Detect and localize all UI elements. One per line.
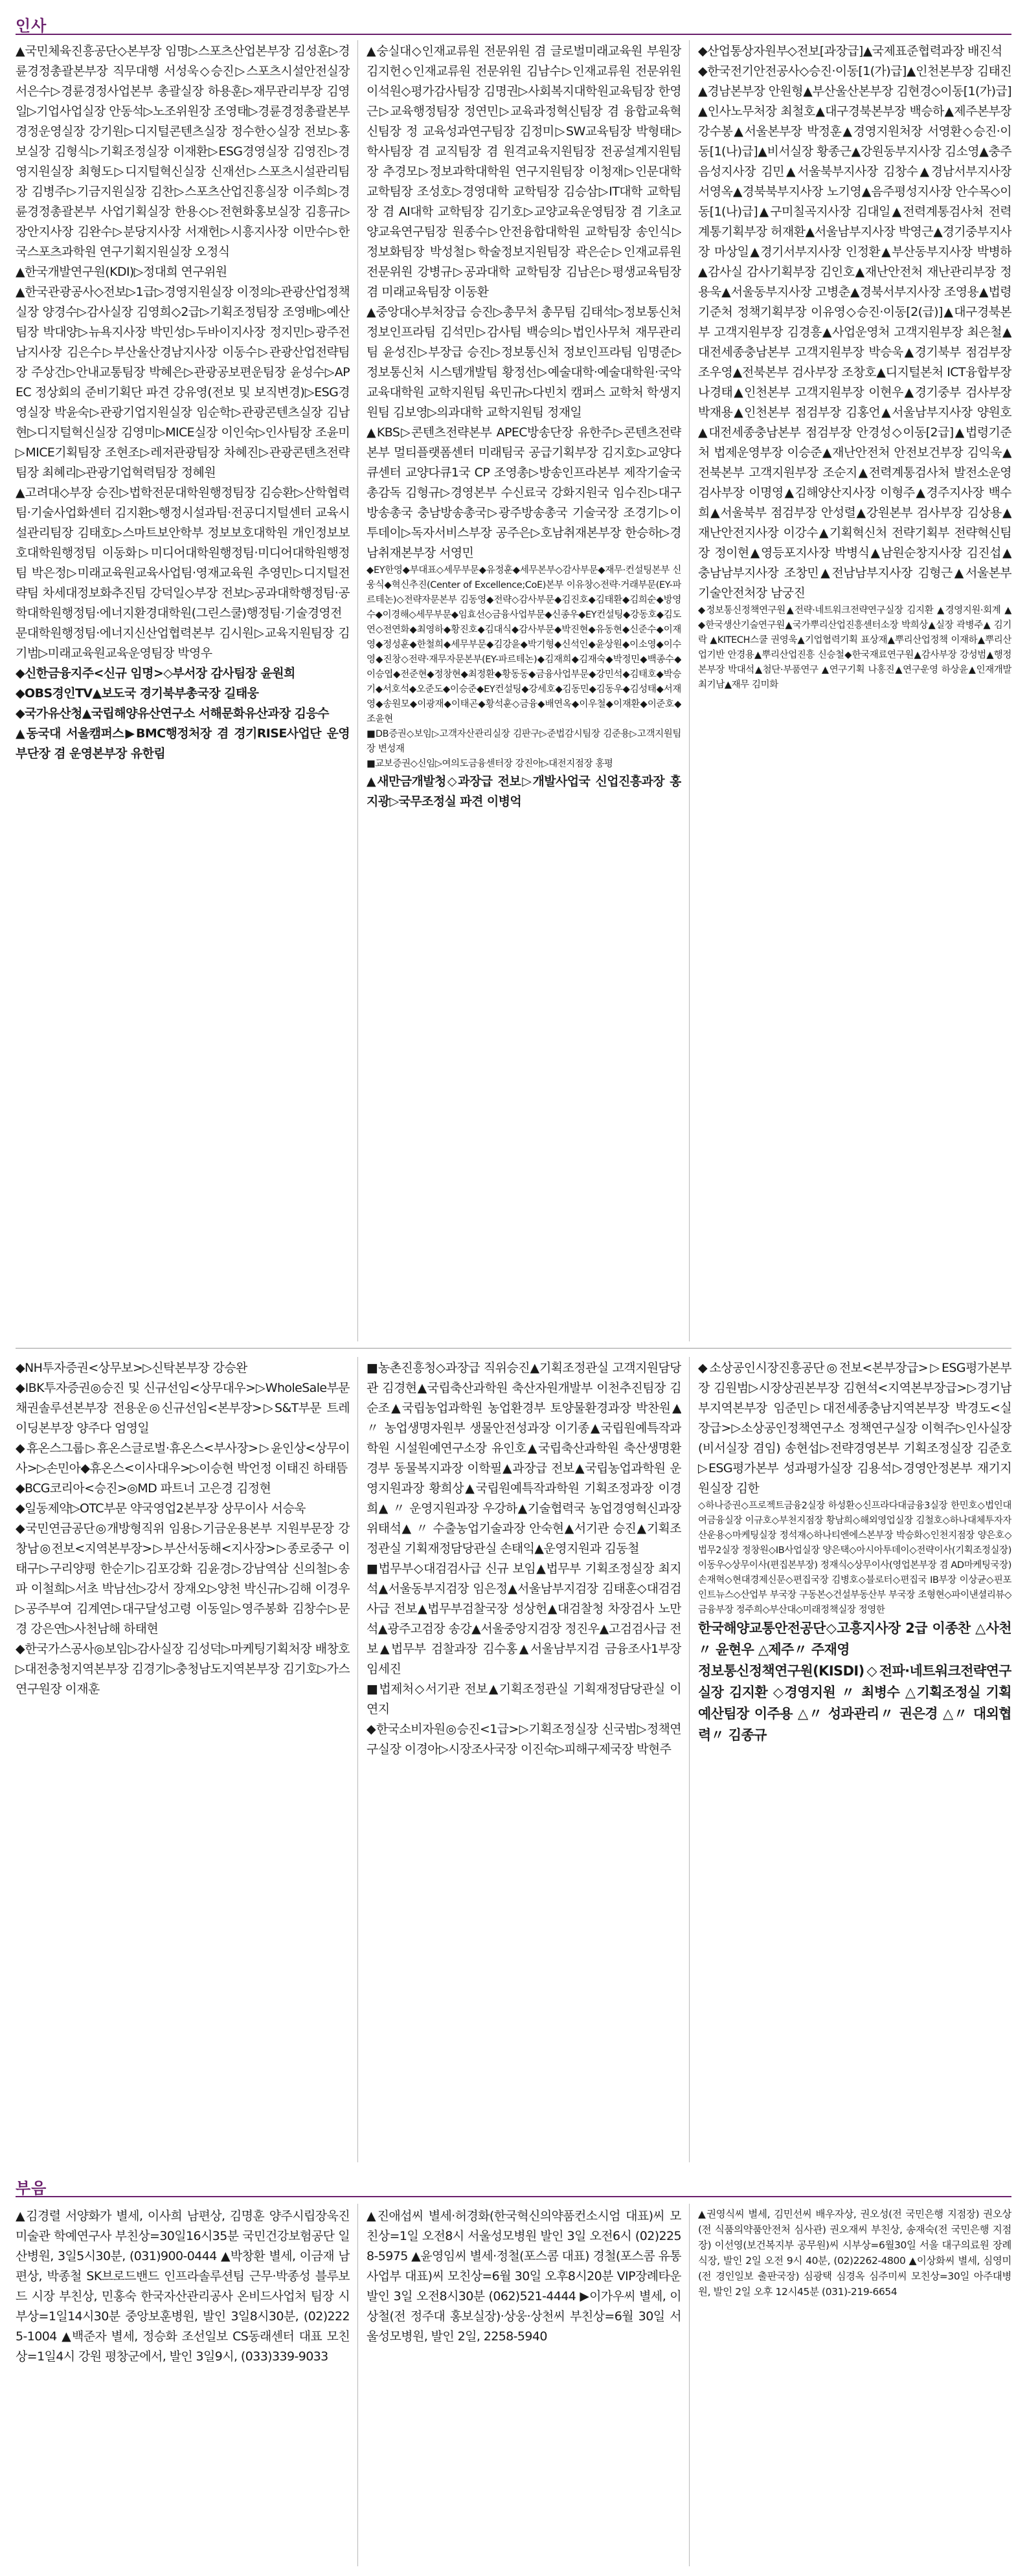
column-divider	[689, 40, 690, 1341]
announcement: ■교보증권◇신임▷여의도금융센터장 강진아▷대전지점장 홍평	[367, 759, 613, 769]
obituary-column-1	[16, 2206, 350, 2566]
obituary-section-header	[16, 2175, 1011, 2197]
announcement: ▲새만금개발청◇과장급 전보▷개발사업국 신업진흥과장 홍지광▷국무조정실 파견 이병억	[367, 774, 681, 809]
column-divider	[357, 2204, 358, 2566]
announcement: ◆OBS경인TV▲보도국 경기북부총국장 길태웅	[16, 686, 259, 700]
obituary-column-2	[367, 2206, 681, 2566]
announcement: ◆한국전기안전공사◇승진·이동[1(가)급]▲인천본부장 김태진▲경남본부장 안원형▲부산울산본부장 김현경◇이동[1(가)급]▲인사노무처장 최철호▲대구경북본부장 백승하▲제주본부장 강수봉▲서울본부장 박정훈▲경영지원처장 서영환◇승진·이동[1(나)급]▲비서실장 황종근▲강원동부지사장 김소영▲충주음성지사장 김민▲서울북부지사장 김창수▲경남서부지사장 서영옥▲경북북부지사장 노기영▲음주평성지사장 안수목◇이동[1(나)급]▲구미칠곡지사장 김대일▲전력계통검사처 전력계통기획부장 허재환▲서울남부지사장 박영근▲경기중부지사장 마상일▲경기서부지사장 인정환▲부산동부지사장 박병하▲감사실 감사기획부장 김인호▲재난안전처 재난관리부장 정용욱▲서울동부지사장 고병춘▲경북서부지사장 조영용▲법령기준처 정책기획부장 이유영◇승진·이동[2(급)]▲대구경북본부 고객지원부장 김경흥▲사업운영처 고객지원부장 최은철▲대전세종충남본부 고객지원부장 박승욱▲경기북부 점검부장 조우영▲전북본부 검사부장 조창호▲디지털본처 ICT융합부장 나경태▲인천본부 고객지원부장 이현우▲경기중부 검사부장 박재용▲인천본부 점검부장 김홍언▲서울남부지사장 양원호▲대전세종충남본부 점검부장 안경성◇이동[2급]▲법령기준처 법제운영부장 이승준▲재난안전처 안전보건부장 김익욱▲전북본부 고객지원부장 조순지▲전력계통검사처 발전소운영검사부장 이명영▲김해양산지사장 이형주▲경주지사장 백수희▲서울북부 점검부장 안성렬▲강원본부 검사부장 김상용▲재난안전지사장 이강수▲기획혁신처 전략기획부 전략혁신팀장 정이현▲영등포지사장 박병식▲남원순창지사장 김진섭▲충남남부지사장 조창민▲전남남부지사장 김형근▲서울본부 기술안전처장 남궁진	[698, 64, 1011, 600]
announcement: ◆NH투자증권<상무보>▷신탁본부장 강승완	[16, 1361, 247, 1375]
announcement: ▲동국대 서울캠퍼스▶BMC행정처장 겸 경기RISE사업단 운영부단장 겸 운영본부장 유한림	[16, 726, 350, 761]
announcement: 정보통신정책연구원(KISDI)◇전파·네트워크전략연구실장 김지환 ◇경영지원 〃 최병수 △기획조정실 기획예산팀장 이주용 △〃 성과관리〃 권은경 △〃 대외협력〃 김종규	[698, 1663, 1011, 1743]
announcement: ◆일동제약▷OTC부문 약국영업2본부장 상무이사 서승욱	[16, 1501, 306, 1516]
obituary-entry: ▲권영식씨 별세, 김민선씨 배우자상, 권오성(전 국민은행 지점장) 권오상(전 식품의약품안전처 심사관) 권오재씨 부친상, 송재숙(전 국민은행 지점장) 이선영(보건복지부 공무원)씨 시부상=6월30일 서울 대구의료원 장례식장, 발인 2일 오전 9시 40분, (02)2262-4800 ▲이상화씨 별세, 심영미(전 경인일보 출판국장) 심광택 심경옥 심주미씨 모친상=30일 아주대병원, 발인 2일 오후 12시45분 (031)-219-6654	[698, 2208, 1011, 2298]
section-rule	[16, 2196, 1011, 2197]
announcement: ◆IBK투자증권◎승진 및 신규선임<상무대우>▷WholeSale부문 채권솔루션본부장 전용운◎신규선임<본부장>▷S&T부문 트레이딩본부장 양주다 엄영일	[16, 1381, 350, 1435]
announcement: ◆휴온스그룹▷휴온스글로벌·휴온스<부사장>▷윤인상<상무이사>▷손민아◆휴온스<이사대우>▷이승현 박언정 이태진 하태뜸	[16, 1441, 350, 1475]
announcement: ◆한국소비자원◎승진<1급>▷기획조정실장 신국범▷정책연구실장 이경아▷시장조사국장 이진숙▷피해구제국장 박현주	[367, 1722, 681, 1756]
section-rule	[16, 34, 1011, 35]
announcement: ▲중앙대◇부처장급 승진▷총무처 총무팀 김태석▷정보통신처 정보인프라팀 김석민▷감사팀 백승의▷법인사무처 재무관리팀 윤성진▷부장급 승진▷정보통신처 정보인프라팀 임명준▷정보통신처 시스템개발팀 황정선▷예술대학·예술대학원·국악교육대학원 교학지원팀 육민규▷다빈치 캠퍼스 교학처 학생지원팀 김보영▷의과대학 교학지원팀 정재일	[367, 305, 681, 420]
column-divider	[689, 1357, 690, 2162]
announcement: ▲국민체육진흥공단◇본부장 임명▷스포츠산업본부장 김성훈▷경륜경정총괄본부장 직무대행 서성욱◇승진▷스포츠시설안전실장 서은수▷경륜경정사업본부 총괄실장 하용훈▷재무관리부장 김영일▷기업사업실장 안동석▷노조위원장 조영태▷경륜경정총괄본부 경정운영실장 강기원▷디지털콘텐츠실장 정수한◇실장 전보▷홍보실장 김형식▷기획조정실장 이재환▷ESG경영실장 김영진▷경영지원실장 최형도▷디지털혁신실장 신재선▷스포츠시설관리팀장 김병주▷기금지원실장 김찬▷스포츠산업진흥실장 이주희▷경륜경정총괄본부 사업기획실장 한용◇▷전현화홍보실장 김흥규▷장안지사장 김완수▷분당지사장 서재헌▷시흥지사장 이만수▷한국스포츠과학원 연구기획지원실장 오정식	[16, 44, 350, 259]
column-divider	[357, 40, 358, 1341]
personnel-column-3-lower	[698, 1358, 1011, 2161]
obituary-entry: ▲진애섭씨 별세·허경화(한국혁신의약품컨소시엄 대표)씨 모친상=1일 오전8시 서울성모병원 발인 3일 오전6시 (02)2258-5975 ▲윤영임씨 별세·정철(포스콤 대표) 경철(포스콤 유통사업부 대표)씨 모친상=6월 30일 오후8시20분 VIP장례타운 발인 3일 오전8시30분 (062)521-4444 ▶이가우씨 별세, 이상철(전 정주대 홍보실장)·상웅·상천씨 부친상=6월 30일 서울성모병원, 발인 2일, 2258-5940	[367, 2209, 681, 2344]
personnel-column-2-lower	[367, 1358, 681, 2161]
announcement: ■DB증권◇보임▷고객자산관리실장 김판구▷준법감시팀장 김준용▷고객지원팀장 변성재	[367, 729, 681, 754]
column-divider	[689, 2204, 690, 2566]
announcement: ■법무부◇대검검사급 신규 보임▲법무부 기획조정실장 최지석▲서울동부지검장 임은정▲서울남부지검장 김태훈◇대검검사급 전보▲법무부검찰국장 성상헌▲대검찰청 차장검사 노만석▲광주고검장 송강▲서울중앙지검장 정진우▲고검검사급 전보▲법무부 검찰과장 김수홍▲서울남부지검 금융조사1부장 임세진	[367, 1562, 681, 1676]
personnel-column-3	[698, 41, 1011, 1336]
announcement: ◆산업통상자원부◇전보[과장급]▲국제표준협력과장 배진석	[698, 44, 1002, 58]
announcement: ◆국민연금공단◎개방형직위 임용▷기금운용본부 지원부문장 강창남◎전보<지역본부장>▷부산서동해<지사장>▷종로중구 이태구▷구리양평 한순기▷김포강화 김윤경▷강남역삼 신의철▷송파 이철희▷서초 박남선▷강서 장재오▷양천 박신규▷김해 이경우▷공주부여 김계연▷대구달성고령 이동일▷영주봉화 김창수▷문경 강은연▷사천남해 하태현	[16, 1521, 350, 1636]
column-divider	[357, 1357, 358, 2162]
obituary-column-3	[698, 2206, 1011, 2566]
announcement: ◆정보통신정책연구원▲전략·네트워크전략연구실장 김지환 ▲경영지원·회계 ▲ ◆한국생산기술연구원▲국가뿌리산업진흥센터소장 박희상▲실장 곽병주▲ 김기락 ▲KITECH스쿨 권영욱▲기업협력기획 표상재▲뿌리산업정책 이재하▲뿌리산업기반 안경용▲뿌리산업진흥 신승철◆한국재료연구원▲감사부장 강성범▲행정본부장 박대석▲첨단·부품연구 ▲연구기획 나홍진▲연구운영 하상윤▲인재개발 최기남▲재무 김미화	[698, 605, 1011, 690]
obituary-section-title: 부음	[16, 2179, 47, 2197]
announcement: ▲숭실대◇인재교류원 전문위원 겸 글로벌미래교육원 부원장 김지헌◇인재교류원 전문위원 김남수▷인재교류원 전문위원 이석원◇평가감사팀장 김명권▷사회복지대학원교육팀장 한영근▷교육행정팀장 정연민▷교육과정혁신팀장 겸 융합교육혁신팀장 정 교육성과연구팀장 김정미▷SW교육팀장 박형태▷학사팀장 겸 교직팀장 겸 원격교육지원팀장 전공설계지원팀장 추경모▷정보과학대학원 연구지원팀장 이청재▷인문대학 교학팀장 조성호▷경영대학 교학팀장 김승삼▷IT대학 교학팀장 겸 AI대학 교학팀장 김기호▷교양교육운영팀장 겸 기초교양교육연구팀장 원종수▷안전융합대학원 교학팀장 송인식▷정보화팀장 박성철▷학술정보지원팀장 곽은순▷인재교류원 전문위원 강병규▷공과대학 교학팀장 김남은▷평생교육팀장 겸 미래교육팀장 이동환	[367, 44, 681, 299]
announcement: ▲고려대◇부장 승진▷법학전문대학원행정팀장 김승환▷산학협력팀·기술사업화센터 김지환▷행정시설과팀·전공디지털센터 교육시설관리팀장 김태호▷스마트보안학부 정보보호대학원 개인정보보호대학원행정팀 이동화▷미디어대학원행정팀·미디어대학원행정팀 박은정▷미래교육원교육사업팀·영재교육원 추영민▷디지털전략팀 차세대정보화추진팀 강덕일◇부장 전보▷공과대학행정팀·공학대학원행정팀·에너지환경대학원(그린스쿨)행정팀·기술경영전문대학원행정팀·에너지신산업협력본부 김시원▷교육지원팀장 김기범▷미래교육원교육운영팀장 박영우	[16, 486, 350, 660]
announcement: ◆신한금융지주<신규 임명>◇부서장 감사팀장 윤원희	[16, 666, 295, 680]
announcement: ■법제처◇서기관 전보▲기획조정관실 기획재정담당관실 이연지	[367, 1682, 681, 1716]
personnel-column-2	[367, 41, 681, 1336]
personnel-section-title: 인사	[16, 17, 47, 35]
announcement: ■농촌진흥청◇과장급 직위승진▲기획조정관실 고객지원담당관 김경현▲국립축산과학원 축산자원개발부 이천추진팀장 김순조▲국립농업과학원 농업환경부 토양물환경과장 박찬원▲ 〃 농업생명자원부 생물안전성과장 이기종▲국립원예특작과학원 시설원예연구소장 유인호▲국립축산과학원 축산생명환경부 동물복지과장 이학필▲과장급 전보▲국립농업과학원 운영지원과장 황희상▲국립원예특작과학원 기획조정과장 이경희▲ 〃 운영지원과장 우강하▲기술협력국 농업경영혁신과장 위태석▲ 〃 수출농업기술과장 안숙현▲서기관 승진▲기획조정관실 기획재정담당관실 손태익▲운영지원과 김동철	[367, 1361, 681, 1556]
personnel-column-1	[16, 41, 350, 1336]
obituary-entry: ▲김경렬 서양화가 별세, 이사희 남편상, 김명훈 양주시립장욱진미술관 학예연구사 부친상=30일16시35분 국민건강보험공단 일산병원, 3일5시30분, (031)900-0444 ▲박창환 별세, 이금재 남편상, 박종철 SK브로드밴드 인프라솔루션팀 근무·박종성 블루보드 시장 부친상, 민홍숙 한국자산관리공사 온비드사업처 팀장 시부상=1일14시30분 중앙보훈병원, 발인 3일8시30분, (02)2225-1004 ▲백준자 별세, 정승화 조선일보 CS동래센터 대표 모친상=1일4시 강원 평창군에서, 발인 3일9시, (033)339-9033	[16, 2209, 350, 2364]
announcement: ▲한국관광공사◇전보▷1급▷경영지원실장 이정의▷관광산업정책실장 양경수▷감사실장 김영희◇2급▷기획조정팀장 조영배▷예산팀장 박대양▷뉴욕지사장 박민성▷두바이지사장 정지민▷광주전남지사장 김은수▷부산울산경남지사장 이동수▷관광산업전략팀장 주상건▷안내교통팀장 박혜은▷관광공보편운팀장 윤성수▷APEC 정상회의 준비기획단 파견 강유영(전보 및 보직변경)▷ESG경영실장 박윤숙▷관광기업지원실장 임순학▷관광콘텐츠실장 김남현▷디지털혁신실장 김영미▷MICE실장 이인숙▷인사팀장 조윤미▷MICE기획팀장 조현조▷레저관광팀장 차혜진▷관광콘텐츠전략팀장 최혜리▷관광기업혁력팀장 정혜원	[16, 285, 350, 480]
announcement: ▲한국개발연구원(KDI)▷정대희 연구위원	[16, 265, 227, 279]
personnel-column-1-lower	[16, 1358, 350, 2161]
announcement: ◆BCG코리아<승진>◎MD 파트너 고은경 김정현	[16, 1481, 271, 1495]
announcement: ▲KBS▷콘텐츠전략본부 APEC방송단장 유한주▷콘텐츠전략본부 멀티플랫폼센터 미래팀국 공급기획부장 김지호▷교양다큐센터 교양다큐1국 CP 조영총▷방송인프라본부 제작기술국 총감독 김형규▷경영본부 수신료국 강화지원국 임수진▷대구방송총국 충남방송총국▷광주방송총국 기술국장 조경기▷이투데이▷독자서비스부장 공주은▷호남취재본부장 한승하▷경남취재본부장 서영민	[367, 425, 681, 560]
personnel-section-header	[16, 13, 1011, 35]
announcement: ◆EY한영◆부대표◇세무부문◆유정훈◆세무본부◇감사부문◆재무·컨설팅본부 신웅식◆혁신추진(Center of Excellence;CoE)본부 이유창◇전략·거래부문(EY-파르테논)◇전략자문본부 김동영◆전략◇감사부문◆김진호◆김태환◆김희순◆방영수◆이경해◇세무부문◆임효선◇금융사업부문◆신종우◆EY컨설팅◆강동호◆김도연◇전연화◆최영하◆황진호◆김대식◆감사부문◆박진현◆유동현◆신준수◆이재영◆정성훈◆한철희◆세무부문◆김강윤◆박기형◆신석인◆윤상원◆이소영◆이수영◆진창◇전략·재무자문본부(EY-파르테논)◆김재희◆김재숙◆박정민◆백종수◆이승엽◆전준현◆정창현◆최정환◆황동동◆금융사업부문◆강민석◆김태호◆박승기◆서호석◆오준도◆이승준◆EY컨설팅◆강세호◆김동민◆김동우◆김성태◆서재영◆송원모◆이광재◆이태곤◆황석훈◇금융◆배연옥◆이우철◆이재환◆이준호◆조윤현	[367, 565, 681, 724]
announcement: ◇하나증권◇프로젝트금융2실장 하성환◇신프라다대금융3실장 한민호◇법인대여금융실장 이규호◇부천지점장 황남희◇해외영업실장 김철호◇하나대체투자자산운용◇마케팅실장 정석재◇하나티엔에스본부장 박승화◇인천지점장 양은호◇법무2실장 정창원◇IB사업실장 양은택◇아시아투데이◇전략이사(기획조정실장) 이동우◇상무이사(편집본부장) 정재식◇상무이사(영업본부장 겸 AD마케팅국장) 손재혁◇현대경제신문◇편집국장 김병호◇블로터◇편집국 IB부장 이상균◇핀포인트뉴스◇산업부 부국장 구동본◇건설부동산부 부국장 조형현◇파이낸셜리뷰◇금융부장 정주희◇부산대◇미래정책실장 정영한	[698, 1501, 1011, 1615]
announcement: ◆소상공인시장진흥공단◎전보<본부장급>▷ESG평가본부장 김원범▷시장상권본부장 김현석<지역본부장급>▷경기남부지역본부장 임준민▷대전세종충남지역본부장 박경도<실장급>▷소상공인정책연구소 정책연구실장 이혁주▷인사실장(비서실장 겸임) 송현섭▷전략경영본부 기획조정실장 김준호▷ESG평가본부 성과평가실장 김용석▷경영안정본부 재기지원실장 김한	[698, 1361, 1011, 1495]
announcement: ◆한국가스공사◎보임▷감사실장 김성덕▷마케팅기획처장 배창호▷대전충청지역본부장 김경기▷충청남도지역본부장 김기호▷가스연구원장 이재훈	[16, 1642, 350, 1696]
announcement: ◆국가유산청▲국립해양유산연구소 서해문화유산과장 김응수	[16, 706, 329, 721]
section-divider	[16, 1348, 1011, 1349]
announcement: 한국해양교통안전공단◇고흥지사장 2급 이종찬 △사천〃 윤현우 △제주〃 주재영	[698, 1620, 1011, 1657]
